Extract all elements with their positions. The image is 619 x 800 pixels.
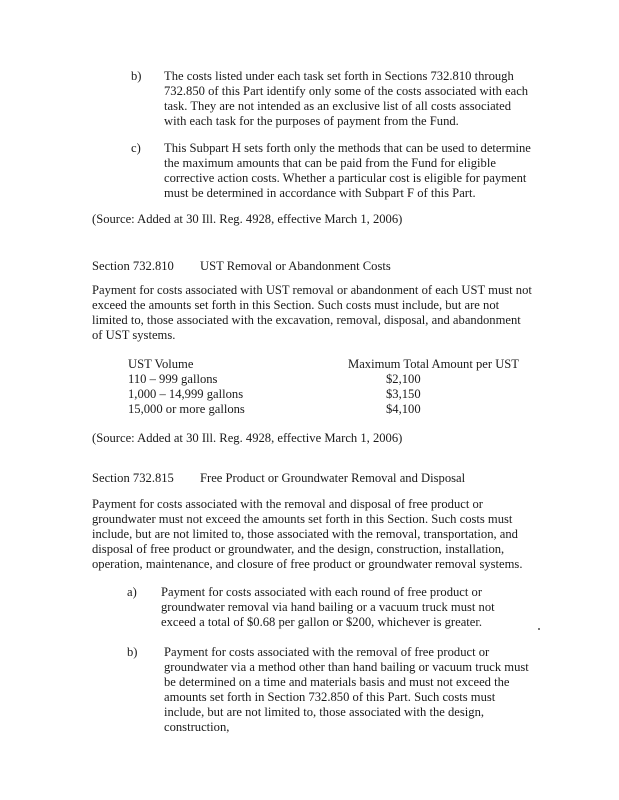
table-row (128, 402, 568, 417)
table-cell-volume: 15,000 or more gallons (128, 402, 245, 416)
scan-speck (538, 628, 540, 630)
section-815-title: Free Product or Groundwater Removal and Disposal (200, 471, 466, 485)
table-cell-amount: $4,100 (386, 402, 421, 416)
table-header-volume: UST Volume (128, 357, 194, 371)
section-815-item-b-block (164, 645, 530, 735)
table-header-row (128, 357, 568, 372)
subsection-b-text: The costs listed under each task set forth in Sections 732.810 through 732.850 of this Part identify only some of the costs associated with each task. They are not intended as an exclusive list of all costs associated with each task for the purposes of payment from the Fund. (164, 69, 529, 128)
section-815-body-block (92, 497, 534, 572)
section-815-item-b-text: Payment for costs associated with the removal of free product or groundwater via a method other than hand bailing or vacuum truck must be determined on a time and materials basis and must not exceed the amounts set forth in Section 732.850 of this Part. Such costs must include, but are not limited to, those associated with the design, construction, (164, 645, 529, 734)
table-header-amount: Maximum Total Amount per UST (348, 357, 519, 371)
section-810-title: UST Removal or Abandonment Costs (200, 259, 391, 273)
table-cell-volume: 110 – 999 gallons (128, 372, 218, 386)
source-note-2: (Source: Added at 30 Ill. Reg. 4928, effective March 1, 2006) (92, 431, 403, 445)
table-cell-amount: $2,100 (386, 372, 421, 386)
source-note-1: (Source: Added at 30 Ill. Reg. 4928, effective March 1, 2006) (92, 212, 403, 226)
table-row (128, 372, 568, 387)
section-815-item-b-label: b) (127, 645, 138, 659)
section-815-item-a-label: a) (127, 585, 137, 599)
table-cell-volume: 1,000 – 14,999 gallons (128, 387, 244, 401)
section-815-item-a-block (161, 585, 527, 630)
section-810-body: Payment for costs associated with UST removal or abandonment of each UST must not exceed the amounts set forth in this Section. Such costs must include, but are not limited to, those associated with the excavation, removal, disposal, and abandonment of UST systems. (92, 283, 532, 342)
subsection-b-text-block (164, 69, 534, 129)
table-cell-amount: $3,150 (386, 387, 421, 401)
section-815-number: Section 732.815 (92, 471, 174, 485)
subsection-c-label: c) (131, 141, 141, 155)
table-row (128, 387, 568, 402)
subsection-c-text: This Subpart H sets forth only the methods that can be used to determine the maximum amounts that can be paid from the Fund for eligible corrective action costs. Whether a particular cost is eligible for payment must be determined in accordance with Subpart F of this Part. (164, 141, 531, 200)
section-810-number: Section 732.810 (92, 259, 174, 273)
section-810-body-block (92, 283, 532, 343)
section-815-body: Payment for costs associated with the removal and disposal of free product or groundwater must not exceed the amounts set forth in this Section. Such costs must include, but are not limited to, those associated with the removal, transportation, and disposal of free product or groundwater, and the design, construction, installation, operation, maintenance, and closure of free product or groundwater removal systems. (92, 497, 523, 571)
section-815-item-a-text: Payment for costs associated with each round of free product or groundwater removal via hand bailing or a vacuum truck must not exceed a total of $0.68 per gallon or $200, whichever is greater. (161, 585, 495, 629)
subsection-c-text-block (164, 141, 534, 201)
subsection-b-label: b) (131, 69, 142, 83)
